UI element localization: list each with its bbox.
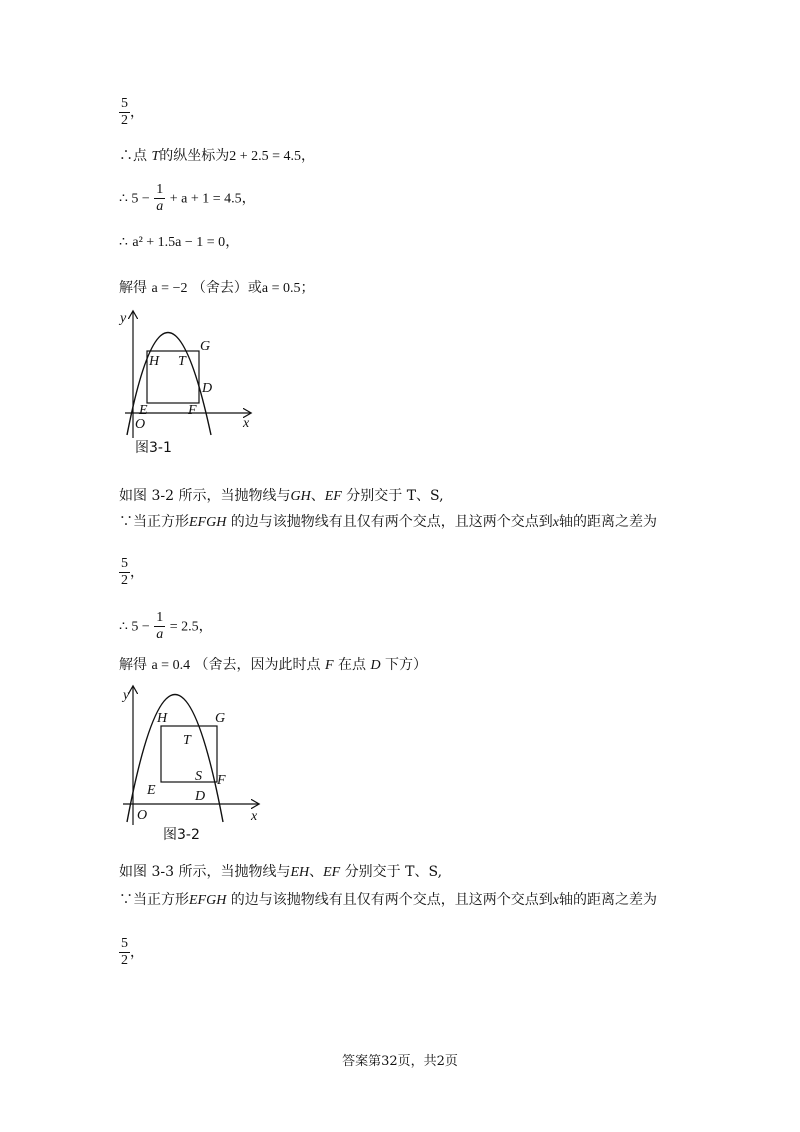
- equation: a² + 1.5a − 1 = 0: [132, 235, 226, 250]
- segment-ef: EF: [323, 865, 341, 880]
- figure-3-1: [115, 300, 255, 465]
- label-t: T: [178, 354, 186, 369]
- text: 下方）: [385, 657, 428, 673]
- label-e: E: [147, 783, 156, 798]
- text-line-12: [119, 890, 657, 911]
- text: 的纵坐标为: [159, 148, 230, 164]
- solution-line-5: [119, 278, 315, 299]
- text: ∴点: [119, 148, 147, 164]
- equation: 2 + 2.5 = 4.5: [229, 149, 302, 164]
- var-t: T: [151, 149, 160, 164]
- label-o: O: [137, 808, 148, 823]
- text: ∴: [119, 234, 128, 250]
- fraction-line-13: [119, 936, 144, 969]
- text: 分别交于 T、S,: [344, 864, 443, 880]
- punct: ，: [225, 234, 240, 250]
- page-footer: 答案第32页，共2页: [342, 1054, 458, 1069]
- punct: ，: [241, 190, 256, 207]
- text: 轴的距离之差为: [559, 514, 657, 530]
- text: 如图 3-2 所示，当抛物线与: [119, 488, 291, 504]
- punct: ，: [301, 148, 316, 164]
- frac-num: 1: [156, 182, 164, 197]
- frac-den: a: [156, 627, 164, 642]
- frac-num: 5: [121, 936, 128, 951]
- text: （舍去，因为此时点: [194, 657, 321, 673]
- square-name: EFGH: [189, 893, 227, 908]
- label-h: H: [157, 711, 168, 726]
- punct: ，: [130, 104, 144, 121]
- text-line-6: [119, 486, 444, 507]
- punct: ，: [130, 944, 144, 961]
- text: 解得: [119, 657, 147, 673]
- segment-gh: GH: [290, 489, 311, 504]
- segment-ef: EF: [324, 489, 342, 504]
- equation-line-3: [119, 182, 256, 215]
- text-line-2: [119, 146, 315, 167]
- text-line-11: [119, 862, 442, 883]
- text: ∵当正方形: [119, 892, 189, 908]
- frac-den: 2: [121, 113, 128, 128]
- frac-den: a: [156, 199, 164, 214]
- text: 解得: [119, 280, 147, 296]
- text: （舍去）或: [191, 280, 262, 296]
- punct: ；: [300, 280, 315, 296]
- text: 的边与该抛物线有且仅有两个交点，且这两个交点到: [230, 892, 553, 908]
- var-x: x: [552, 515, 559, 530]
- equation-line-4: [119, 232, 239, 253]
- segment-eh: EH: [290, 865, 310, 880]
- text: 如图 3-3 所示，当抛物线与: [119, 864, 291, 880]
- label-s: S: [195, 769, 202, 784]
- var-f: F: [324, 658, 334, 673]
- frac-num: 5: [121, 556, 128, 571]
- var-d: D: [370, 658, 381, 673]
- equation: + a + 1 = 4.5: [169, 191, 242, 207]
- text: ∴ 5 −: [119, 619, 150, 635]
- equation-line-9: [119, 610, 213, 643]
- label-x: x: [251, 809, 258, 824]
- punct: ，: [198, 618, 213, 635]
- text: ∴ 5 −: [119, 191, 150, 207]
- label-h: H: [149, 354, 160, 369]
- square-name: EFGH: [189, 515, 227, 530]
- parabola: [127, 695, 226, 823]
- label-g: G: [200, 339, 211, 354]
- text: 、: [310, 488, 325, 504]
- var-x: x: [552, 893, 559, 908]
- frac-num: 1: [156, 610, 164, 625]
- equation: a = 0.5: [261, 281, 301, 296]
- label-d: D: [195, 789, 206, 804]
- equation: a = −2: [151, 281, 188, 296]
- text-line-7: [119, 512, 657, 533]
- label-f: F: [188, 403, 197, 418]
- text: 轴的距离之差为: [559, 892, 657, 908]
- solution-line-10: [119, 655, 427, 676]
- figure-3-2: [115, 682, 265, 847]
- caption-fig-3-2: 图3-2: [163, 827, 200, 843]
- text: 在点: [337, 657, 366, 673]
- fraction-line-1: [119, 96, 144, 129]
- label-x: x: [243, 416, 250, 431]
- label-e: E: [139, 403, 148, 418]
- label-y: y: [120, 311, 127, 326]
- frac-num: 5: [121, 96, 128, 111]
- frac-den: 2: [121, 573, 128, 588]
- label-f: F: [217, 773, 226, 788]
- fraction-line-8: [119, 556, 144, 589]
- text: 、: [309, 864, 324, 880]
- text: 的边与该抛物线有且仅有两个交点，且这两个交点到: [230, 514, 553, 530]
- equation: = 2.5: [169, 619, 199, 635]
- frac-den: 2: [121, 953, 128, 968]
- text: 分别交于 T、S,: [346, 488, 444, 504]
- equation: a = 0.4: [151, 658, 191, 673]
- label-d: D: [202, 381, 213, 396]
- caption-fig-3-1: 图3-1: [135, 440, 172, 456]
- label-o: O: [135, 417, 146, 432]
- label-t: T: [183, 733, 191, 748]
- text: ∵当正方形: [119, 514, 189, 530]
- label-g: G: [215, 711, 226, 726]
- label-y: y: [123, 688, 130, 703]
- punct: ，: [130, 564, 144, 581]
